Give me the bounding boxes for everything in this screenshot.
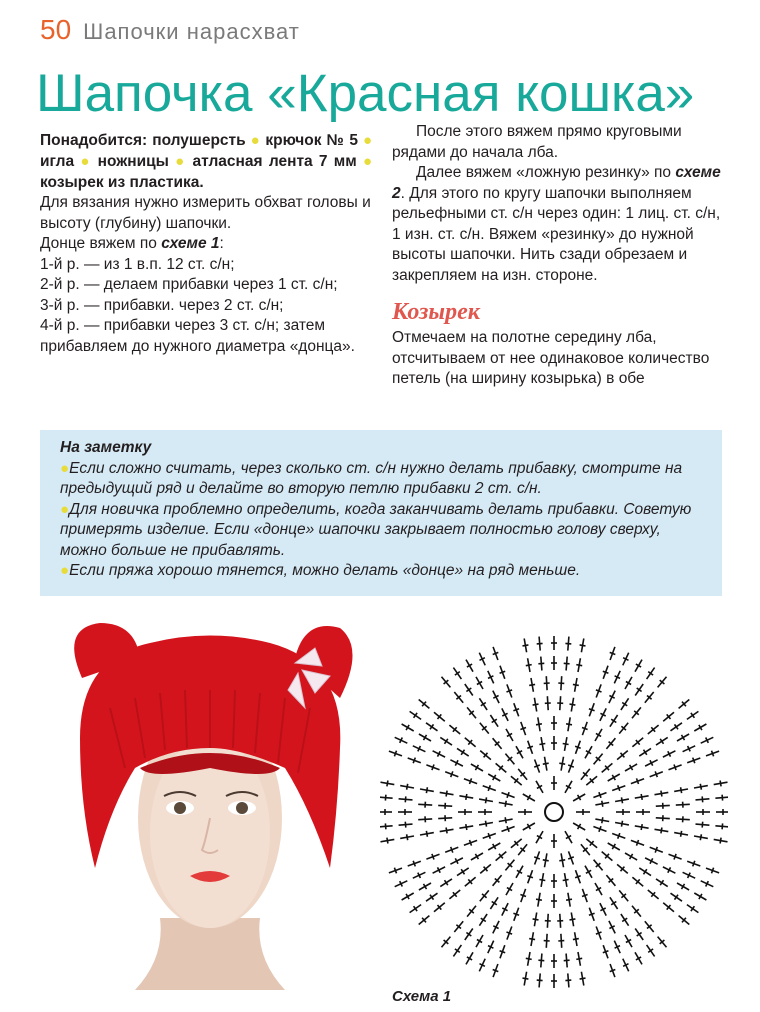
running-header	[40, 14, 300, 44]
stitch-crossbar	[610, 652, 616, 654]
stitch-crossbar	[538, 663, 544, 664]
stitch-crossbar	[543, 860, 549, 861]
paragraph-crown	[40, 234, 372, 255]
bullet-dot-icon: ●	[60, 500, 70, 518]
note-text: Если пряжа хорошо тянется, можно делать «донце» на ряд меньше.	[69, 562, 581, 579]
stitch-crossbar	[622, 797, 623, 803]
stitch-crossbar	[507, 792, 509, 798]
stitch-crossbar	[599, 826, 601, 832]
stitch-crossbar	[537, 980, 543, 981]
bullet-dot-icon: ●	[60, 562, 70, 579]
note-item	[60, 500, 706, 562]
note-text: Для новичка проблемно определить, когда заканчивать делать прибавки. Советую примерять изделие. Если «донце» шапочки закрывает полностью голову сверху, можно больше не прибавлять.	[60, 500, 692, 559]
stitch-crossbar	[394, 751, 396, 757]
bullet-dot-icon: ●	[175, 153, 187, 170]
schema-caption: Схема 1	[392, 988, 452, 1005]
stitch-crossbar	[513, 709, 519, 711]
stitch-crossbar	[488, 833, 490, 839]
stitch-crossbar	[602, 817, 603, 823]
stitch-crossbar	[534, 765, 540, 767]
stitch-crossbar	[637, 840, 639, 846]
stitch-crossbar	[526, 665, 532, 666]
stitch-crossbar	[394, 868, 396, 874]
running-title: Шапочки нарасхват	[83, 19, 300, 44]
stitch-crossbar	[681, 787, 682, 793]
stitch-crossbar	[432, 854, 434, 860]
stitch-crossbar	[566, 899, 572, 900]
stitch-crossbar	[563, 880, 569, 881]
crochet-chart	[380, 622, 728, 1002]
stitch-crossbar	[576, 665, 582, 666]
stitch-crossbar	[693, 758, 695, 764]
stitch-crossbar	[466, 794, 467, 800]
paragraph-straight: После этого вяжем прямо круговыми рядами до начала лба.	[392, 123, 682, 161]
stitch-crossbar	[507, 932, 513, 934]
stitch-crossbar	[559, 763, 565, 764]
stitch-crossbar	[413, 861, 415, 867]
bullet-dot-icon: ●	[362, 132, 373, 149]
stitch-crossbar	[702, 822, 703, 828]
stitch-crossbar	[527, 746, 533, 748]
stitch-crossbar	[538, 960, 544, 961]
stitch-crossbar	[426, 787, 427, 793]
note-item	[60, 561, 706, 582]
note-heading: На заметку	[60, 439, 152, 456]
stitch-crossbar	[385, 823, 386, 829]
stitch-crossbar	[661, 828, 662, 834]
material-item: полушерсть	[152, 132, 246, 149]
stitch-crossbar	[603, 671, 609, 673]
stitch-crossbar	[500, 671, 506, 673]
stitch-crossbar	[573, 684, 579, 685]
stitch-crossbar	[539, 880, 545, 881]
subheading-visor: Козырек	[392, 299, 480, 325]
stitch-crossbar	[722, 823, 723, 829]
materials-lead: Понадобится:	[40, 132, 148, 149]
materials-list	[40, 130, 372, 193]
note-text: Если сложно считать, через сколько ст. с/н нужно делать прибавку, смотрите на предыдущий ряд и делайте во вторую петлю прибавки 2 ст. с/н.	[60, 459, 683, 497]
stitch-crossbar	[488, 785, 490, 791]
material-item: атласная лента 7 мм	[192, 153, 357, 170]
stitch-crossbar	[486, 797, 487, 803]
row-instruction: 1-й р. — из 1 в.п. 12 ст. с/н;	[40, 255, 235, 273]
stitch-crossbar	[575, 746, 581, 748]
stitch-crossbar	[589, 709, 595, 711]
stitch-crossbar	[470, 778, 472, 784]
right-column	[392, 122, 722, 390]
stitch-crossbar	[580, 645, 586, 646]
paragraph-visor: Отмечаем на полотне середину лба, отсчитываем от нее одинаковое количество петель (на ширину козырька) в обе	[392, 329, 710, 387]
stitch-crossbar	[618, 785, 620, 791]
material-item: ножницы	[97, 153, 169, 170]
stitch-crossbar	[637, 778, 639, 784]
stitch-crossbar	[700, 784, 701, 790]
stitch-crossbar	[641, 794, 642, 800]
stitch-crossbar	[543, 763, 549, 764]
stitch-crossbar	[523, 645, 529, 646]
bullet-dot-icon: ●	[80, 153, 92, 170]
stitch-crossbar	[674, 765, 676, 771]
schema-ref: схеме 1	[161, 235, 220, 252]
stitch-crossbar	[564, 960, 570, 961]
stitch-crossbar	[493, 652, 499, 654]
stitch-crossbar	[529, 939, 535, 940]
text-run: Далее вяжем «ложную резинку» по	[416, 164, 676, 181]
left-column	[40, 130, 372, 357]
stitch-crossbar	[451, 847, 453, 853]
row-instruction: 4-й р. — прибавки через 3 ст. с/н; затем прибавляем до нужного диаметра «донца».	[40, 317, 355, 355]
stitch-crossbar	[505, 817, 506, 823]
stitch-crossbar	[565, 643, 571, 644]
stitch-crossbar	[589, 913, 595, 915]
material-item: игла	[40, 153, 75, 170]
stitch-crossbar	[700, 834, 701, 840]
stitch-crossbar	[596, 932, 602, 934]
stitch-crossbar	[446, 791, 447, 797]
stitch-crossbar	[580, 978, 586, 979]
stitch-crossbar	[533, 919, 539, 920]
material-item: козырек из пластика.	[40, 174, 204, 191]
stitch-crossbar	[702, 796, 703, 802]
paragraph-rib	[392, 163, 722, 286]
stitch-crossbar	[385, 795, 386, 801]
row-instruction: 2-й р. — делаем прибавки через 1 ст. с/н;	[40, 276, 338, 293]
stitch-crossbar	[432, 765, 434, 771]
schema-ref: схеме 2	[392, 164, 721, 202]
stitch-crossbar	[407, 784, 408, 790]
stitch-crossbar	[533, 704, 539, 705]
stitch-crossbar	[405, 796, 406, 802]
stitch-crossbar	[568, 857, 574, 859]
stitch-crossbar	[529, 684, 535, 685]
stitch-crossbar	[500, 951, 506, 953]
stitch-crossbar	[720, 838, 721, 844]
stitch-crossbar	[622, 821, 623, 827]
stitch-crossbar	[596, 690, 602, 692]
stitch-crossbar	[655, 771, 657, 777]
stitch-crossbar	[599, 792, 601, 798]
stitch-crossbar	[539, 744, 545, 745]
stitch-crossbar	[537, 643, 543, 644]
stitch-crossbar	[559, 860, 565, 861]
stitch-crossbar	[566, 724, 572, 725]
stitch-crossbar	[568, 765, 574, 767]
stitch-crossbar	[526, 958, 532, 959]
paragraph-measure: Для вязания нужно измерить обхват головы и высоту (глубину) шапочки.	[40, 194, 371, 232]
stitch-crossbar	[712, 868, 714, 874]
stitch-crossbar	[405, 822, 406, 828]
stitch-crossbar	[413, 758, 415, 764]
stitch-crossbar	[446, 828, 447, 834]
stitch-crossbar	[720, 781, 721, 787]
stitch-crossbar	[674, 854, 676, 860]
stitch-crossbar	[507, 690, 513, 692]
stitch-crossbar	[564, 663, 570, 664]
stitch-crossbar	[641, 824, 642, 830]
note-box	[40, 430, 722, 596]
stitch-crossbar	[536, 724, 542, 725]
stitch-crossbar	[618, 833, 620, 839]
text-run: . Для этого по кругу шапочки выполняем рельефными ст. с/н через один: 1 лиц. ст. с/н, 1 изн. ст. с/н. Вяжем «резинку» до нужной высоты шапочки. Нить сзади обрезаем и закрепляем на изн. стороне.	[392, 184, 721, 284]
stitch-crossbar	[520, 728, 526, 730]
stitch-crossbar	[520, 895, 526, 897]
bullet-dot-icon: ●	[60, 459, 70, 477]
stitch-crossbar	[466, 824, 467, 830]
mannequin-hat-photo	[40, 618, 370, 990]
text-run: :	[219, 235, 224, 252]
stitch-crossbar	[570, 704, 576, 705]
stitch-crossbar	[576, 958, 582, 959]
stitch-crossbar	[534, 857, 540, 859]
stitch-crossbar	[693, 861, 695, 867]
stitch-crossbar	[513, 913, 519, 915]
stitch-crossbar	[712, 751, 714, 757]
stitch-crossbar	[570, 919, 576, 920]
text-run: Донце вяжем по	[40, 235, 162, 252]
stitch-crossbar	[407, 834, 408, 840]
article-title: Шапочка «Красная кошка»	[36, 64, 695, 123]
stitch-crossbar	[582, 895, 588, 897]
stitch-crossbar	[661, 791, 662, 797]
stitch-crossbar	[610, 970, 616, 972]
note-item	[60, 459, 706, 500]
stitch-crossbar	[681, 831, 682, 837]
stitch-crossbar	[486, 821, 487, 827]
stitch-crossbar	[563, 744, 569, 745]
stitch-crossbar	[582, 728, 588, 730]
stitch-crossbar	[565, 980, 571, 981]
row-instruction: 3-й р. — прибавки. через 2 ст. с/н;	[40, 296, 284, 314]
stitch-crossbar	[426, 831, 427, 837]
stitch-crossbar	[602, 801, 603, 807]
stitch-crossbar	[536, 899, 542, 900]
stitch-crossbar	[505, 801, 506, 807]
stitch-crossbar	[507, 826, 509, 832]
stitch-crossbar	[655, 847, 657, 853]
stitch-crossbar	[573, 939, 579, 940]
stitch-crossbar	[527, 876, 533, 878]
stitch-crossbar	[722, 795, 723, 801]
stitch-crossbar	[493, 970, 499, 972]
stitch-crossbar	[603, 951, 609, 953]
bullet-dot-icon: ●	[250, 132, 261, 149]
bullet-dot-icon: ●	[362, 153, 373, 170]
page-number: 50	[40, 14, 72, 45]
stitch-crossbar	[575, 876, 581, 878]
stitch-crossbar	[451, 771, 453, 777]
stitch-crossbar	[387, 781, 388, 787]
material-item: крючок № 5	[265, 132, 358, 149]
stitch-crossbar	[470, 840, 472, 846]
stitch-crossbar	[387, 838, 388, 844]
stitch-crossbar	[523, 978, 529, 979]
